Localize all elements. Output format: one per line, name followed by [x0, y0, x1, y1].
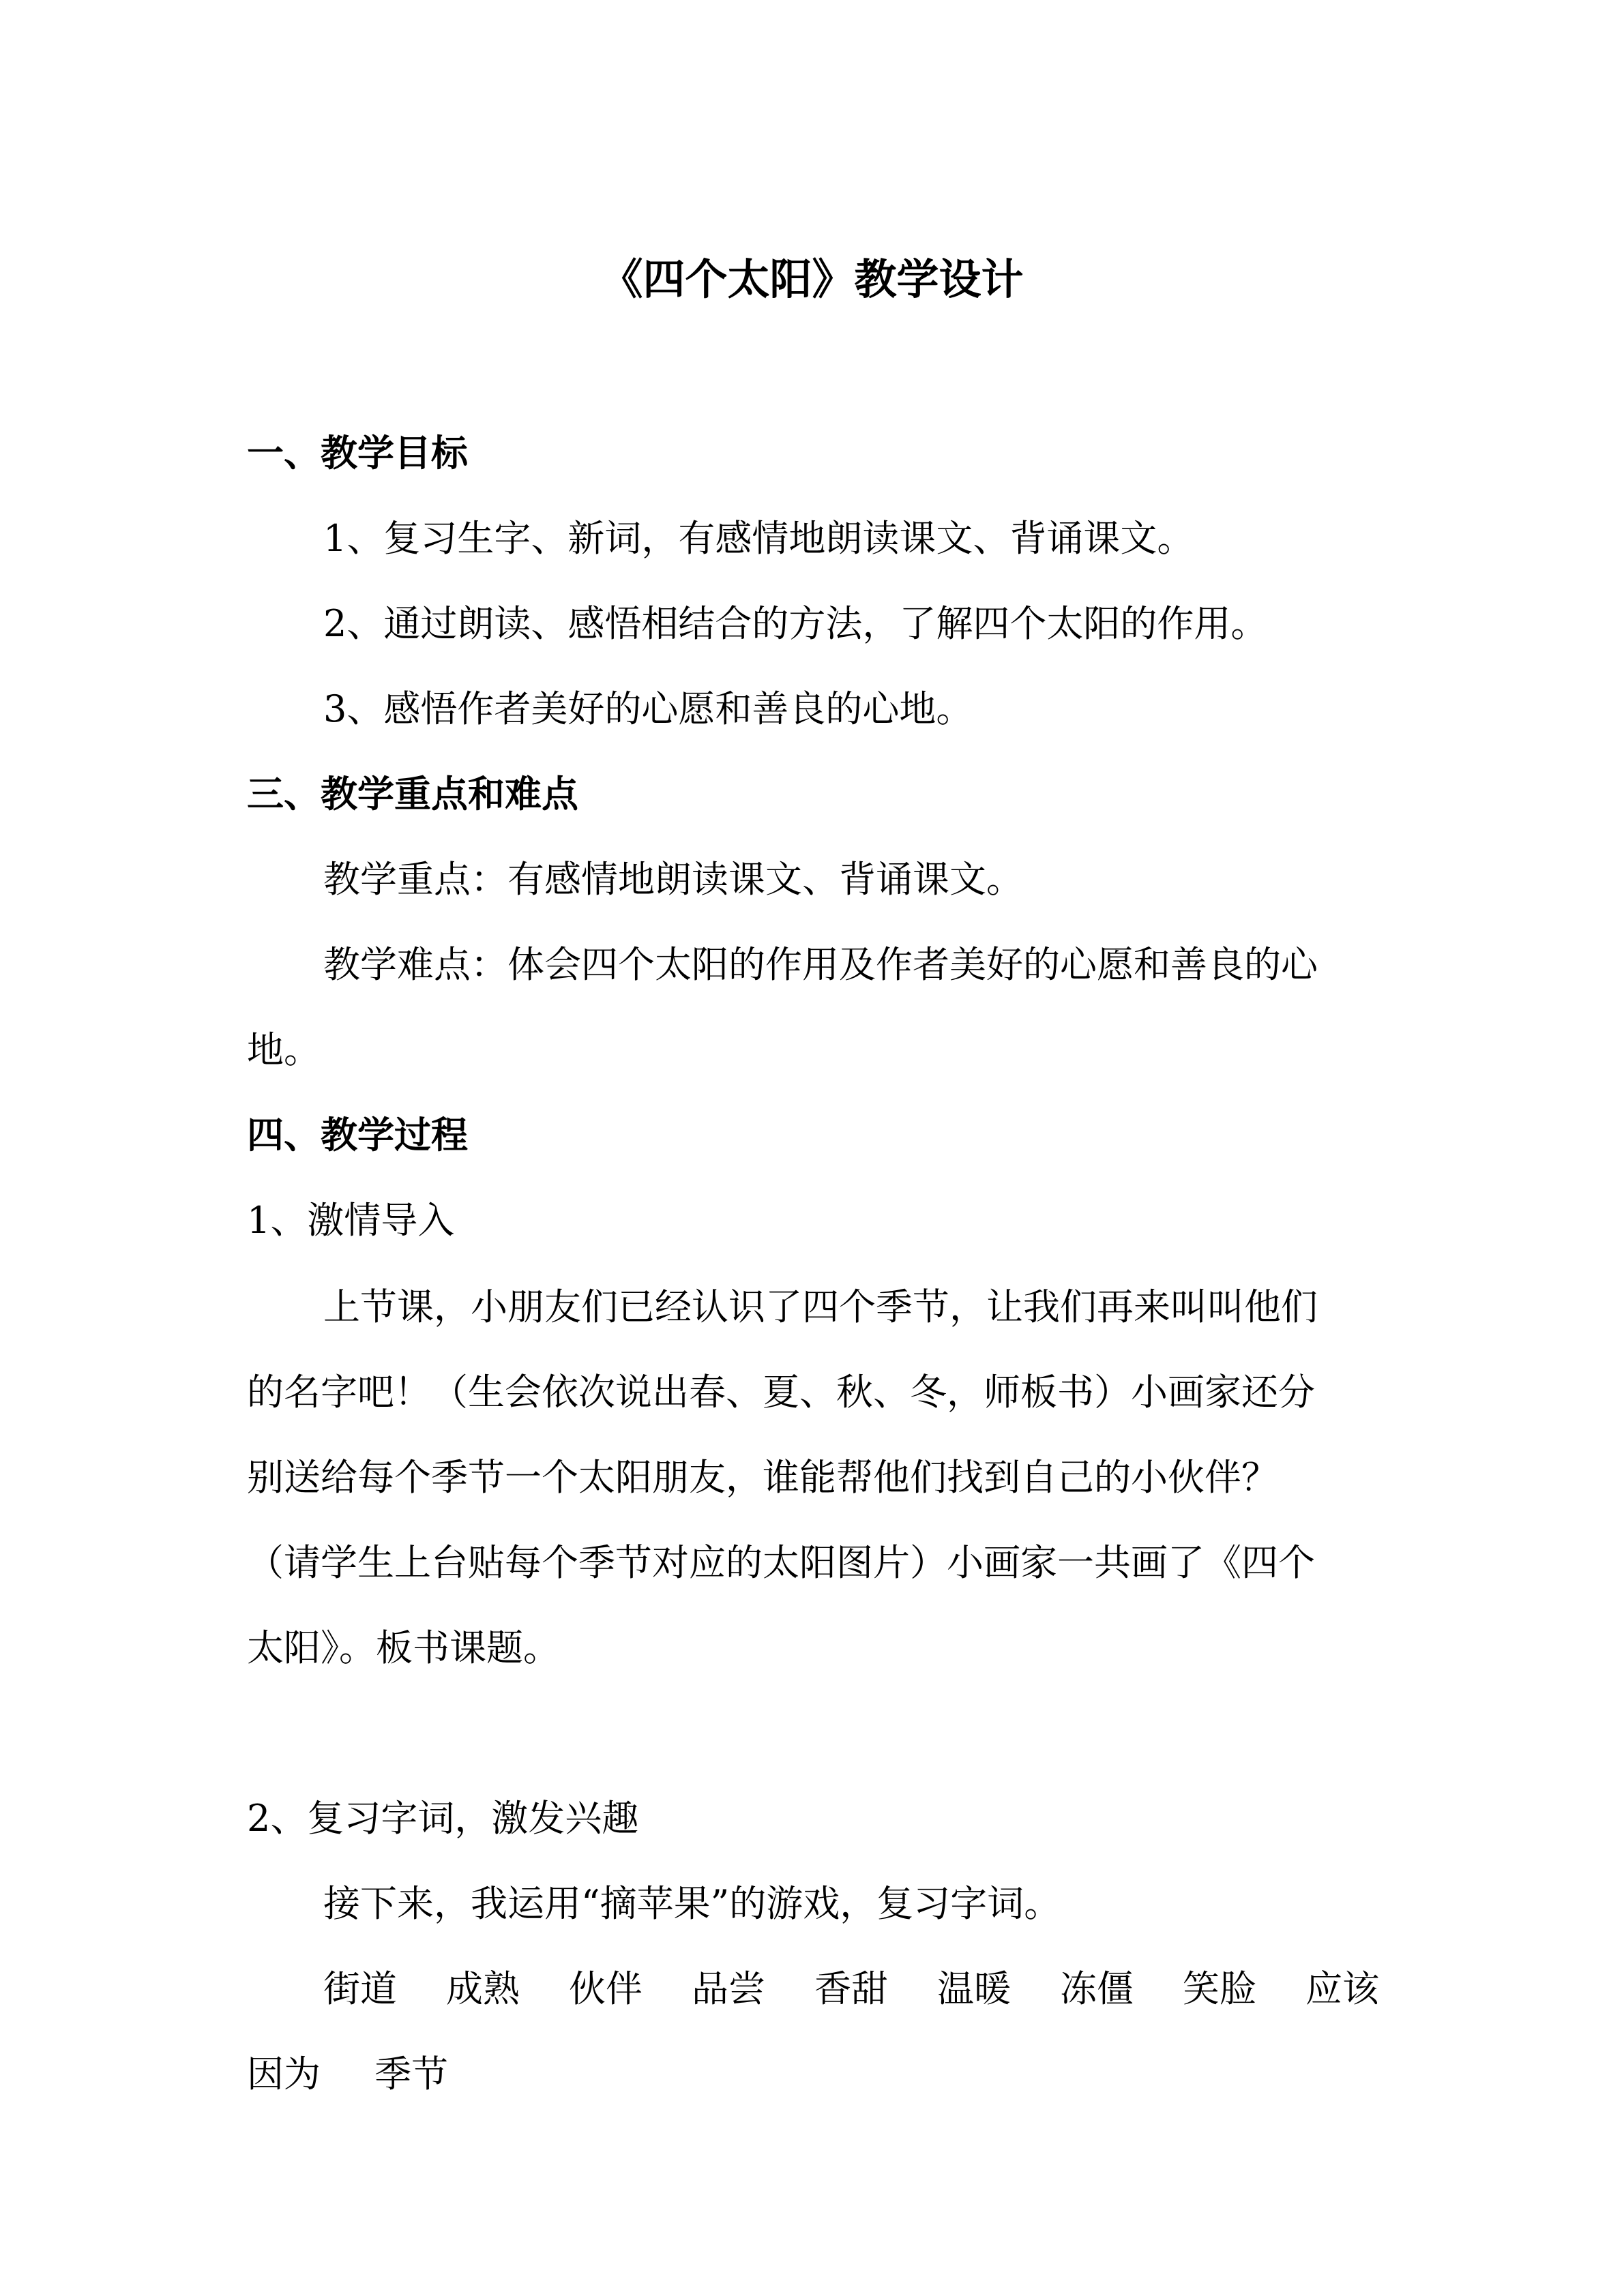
step1-line: （请学生上台贴每个季节对应的太阳图片）小画家一共画了《四个 [247, 1541, 1315, 1584]
step1-line: 太阳》。板书课题。 [247, 1626, 560, 1669]
step1-title: 1、激情导入 [247, 1199, 455, 1242]
vocab-word: 温暖 [937, 1967, 1011, 2010]
vocab-word: 季节 [374, 2053, 449, 2096]
vocab-word: 冻僵 [1060, 1967, 1134, 2010]
key-difficulty-line2: 地。 [247, 1028, 321, 1071]
key-difficulty-line1: 教学难点：体会四个太阳的作用及作者美好的心愿和善良的心 [323, 943, 1318, 986]
key-focus: 教学重点：有感情地朗读课文、背诵课文。 [323, 858, 1023, 901]
vocab-row-2 [247, 2047, 490, 2102]
document-title: 《四个太阳》教学设计 [600, 254, 1024, 304]
section-heading-key-points: 三、教学重点和难点 [247, 773, 578, 816]
vocab-row-1 [323, 1962, 1394, 2016]
goal-item-2: 2、通过朗读、感悟相结合的方法，了解四个太阳的作用。 [323, 602, 1268, 645]
vocab-word: 成熟 [446, 1967, 520, 2010]
step1-line: 别送给每个季节一个太阳朋友，谁能帮他们找到自己的小伙伴？ [247, 1456, 1278, 1499]
step1-line: 的名字吧！（生会依次说出春、夏、秋、冬，师板书）小画家还分 [247, 1371, 1315, 1414]
vocab-word: 品尝 [692, 1967, 765, 2010]
vocab-word: 应该 [1305, 1967, 1379, 2010]
section-heading-process: 四、教学过程 [247, 1114, 468, 1157]
vocab-word: 伙伴 [569, 1967, 643, 2010]
goal-item-1: 1、复习生字、新词，有感情地朗读课文、背诵课文。 [323, 517, 1194, 560]
vocab-word: 街道 [323, 1967, 397, 2010]
vocab-word: 笑脸 [1183, 1967, 1256, 2010]
vocab-word: 香甜 [814, 1967, 888, 2010]
vocab-word: 因为 [247, 2053, 321, 2096]
section-heading-goals: 一、教学目标 [247, 432, 468, 475]
step2-intro: 接下来，我运用“摘苹果”的游戏，复习字词。 [323, 1882, 1061, 1925]
step1-line: 上节课，小朋友们已经认识了四个季节，让我们再来叫叫他们 [323, 1285, 1318, 1328]
goal-item-3: 3、感悟作者美好的心愿和善良的心地。 [323, 687, 973, 730]
step2-title: 2、复习字词，激发兴趣 [247, 1797, 639, 1840]
